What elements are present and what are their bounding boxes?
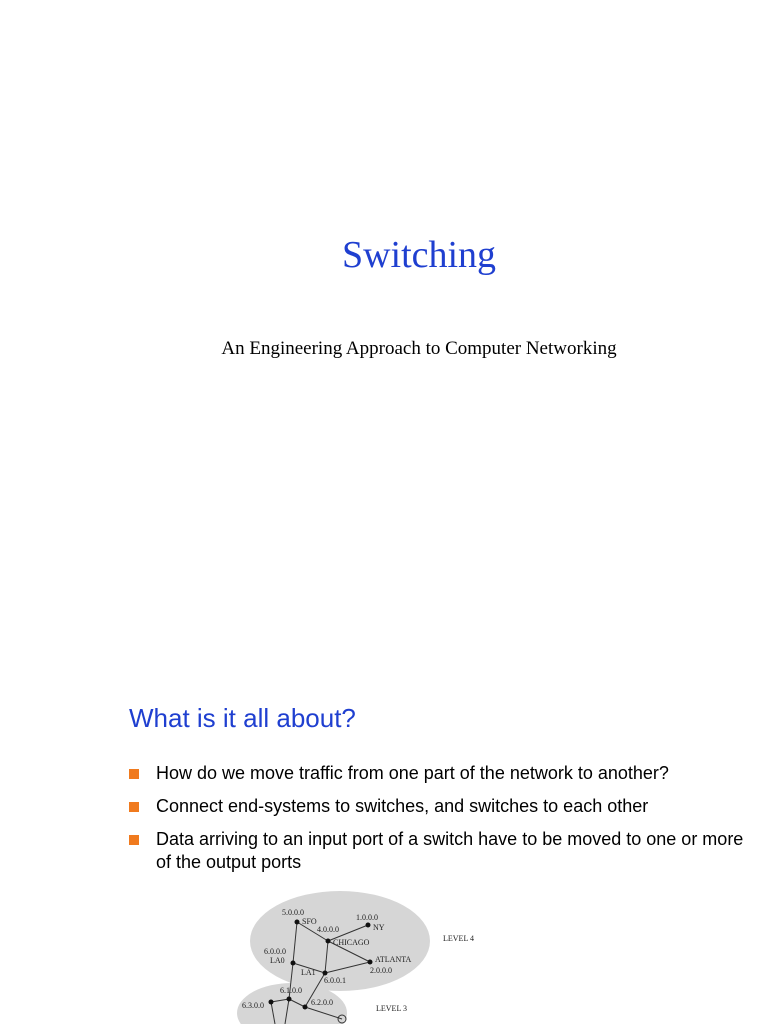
network-hierarchy-figure [230, 885, 490, 1024]
node-label: 4.0.0.0 [317, 925, 339, 934]
node-label: 5.0.0.0 [282, 908, 304, 917]
node-label: LA1 [301, 968, 316, 977]
node-label: SFO [302, 917, 317, 926]
node-label: NY [373, 923, 385, 932]
node-label: 6.0.0.1 [324, 976, 346, 985]
node-label: 6.0.0.0 [264, 947, 286, 956]
bullet-text: Connect end-systems to switches, and switches to each other [156, 796, 649, 816]
bullet-square-icon [129, 769, 139, 779]
bullet-list [129, 762, 749, 884]
bullet-square-icon [129, 802, 139, 812]
node-label: 2.0.0.0 [370, 966, 392, 975]
node-label: 1.0.0.0 [356, 913, 378, 922]
bullet-text: How do we move traffic from one part of the network to another? [156, 763, 669, 783]
slide-title: Switching [341, 234, 497, 276]
node-label: 6.2.0.0 [311, 998, 333, 1007]
section-heading: What is it all about? [129, 703, 356, 733]
node-label: 6.1.0.0 [280, 986, 302, 995]
bullet-square-icon [129, 835, 139, 845]
slide-subtitle: An Engineering Approach to Computer Networking [221, 338, 617, 359]
level4-label: LEVEL 4 [443, 934, 475, 943]
network-diagram [230, 885, 490, 1024]
bullet-text: Data arriving to an input port of a switch have to be moved to one or more of the output ports [156, 829, 744, 872]
level3-label: LEVEL 3 [376, 1004, 408, 1013]
node-label: 6.3.0.0 [242, 1001, 264, 1010]
node-label: LA0 [270, 956, 285, 965]
list-item [129, 795, 749, 818]
node-label: ATLANTA [375, 955, 412, 964]
node-label: CHICAGO [333, 938, 370, 947]
list-item [129, 762, 749, 785]
list-item [129, 828, 749, 874]
